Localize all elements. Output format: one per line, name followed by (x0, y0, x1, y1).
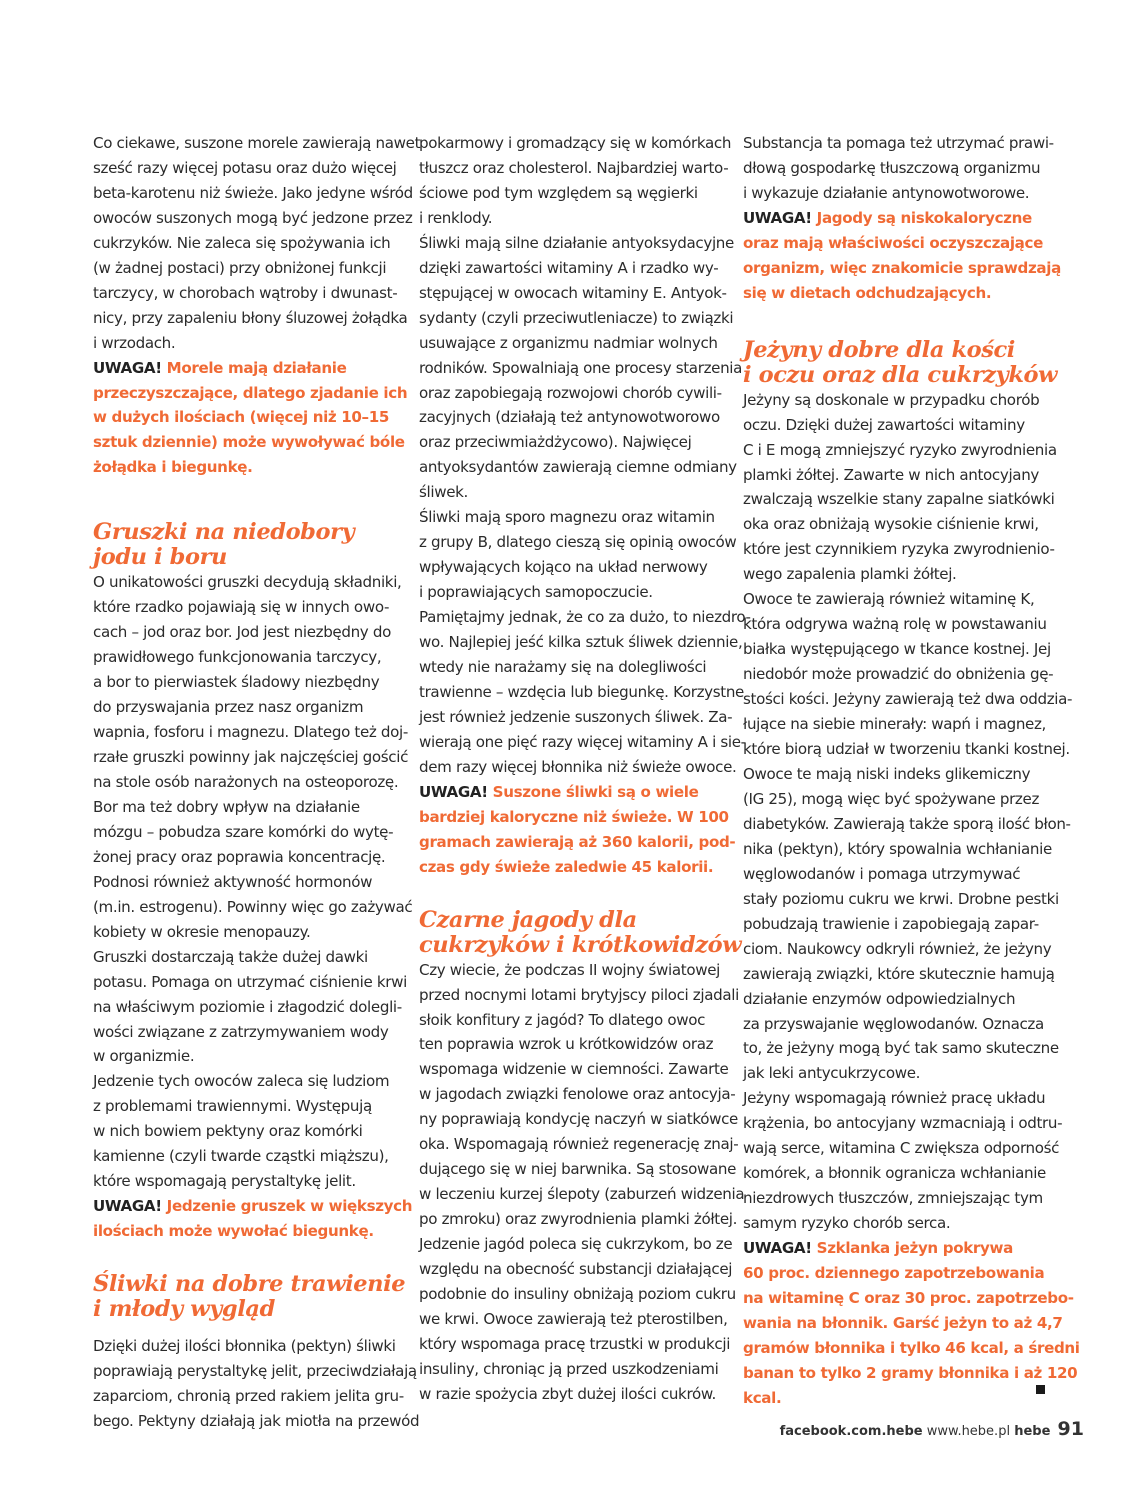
text-line: zawierają związki, które skutecznie hamują (743, 964, 1055, 983)
warning-text: Jedzenie gruszek w większych (166, 1197, 413, 1216)
text-line: ten poprawia wzrok u krótkowidzów oraz (419, 1035, 714, 1054)
text-line: to, że jeżyny mogą być tak samo skuteczne (743, 1039, 1059, 1058)
text-line: usuwające z organizmu nadmiar wolnych (419, 333, 718, 352)
brand-name: hebe (1014, 1424, 1051, 1439)
heading-line: i oczu oraz dla cukrzyków (743, 361, 1058, 388)
text-line: podobnie do insuliny obniżają poziom cukru (419, 1284, 736, 1303)
text-line: pobudzają trawienie i zapobiegają zapar- (743, 914, 1039, 933)
text-line: dującego się w niej barwnika. Są stosowane (419, 1160, 737, 1179)
text-line: i wrzodach. (93, 333, 176, 352)
facebook-link[interactable]: facebook.com.hebe (779, 1424, 923, 1439)
warning-first-line (93, 356, 403, 381)
text-line: Jeżyny wspomagają również pracę układu (743, 1089, 1046, 1108)
text-line: wtedy nie narażamy się na dolegliwości (419, 658, 707, 677)
text-line: oraz zapobiegają rozwojowi chorób cywili- (419, 383, 722, 402)
warning-label: UWAGA! (743, 208, 812, 227)
heading-line: Gruszki na niedobory (93, 519, 355, 546)
warning-label: UWAGA! (419, 782, 488, 801)
text-line: Czy wiecie, że podczas II wojny światowej (419, 960, 720, 979)
text-line: bego. Pektyny działają jak miotła na przewód (93, 1411, 420, 1430)
text-line: (IG 25), mogą więc być spożywane przez (743, 789, 1040, 808)
text-line: dłową gospodarkę tłuszczową organizmu (743, 158, 1041, 177)
text-line: wierają one pięć razy więcej witaminy A i sie- (419, 732, 746, 751)
paragraph (419, 958, 745, 1407)
text-line: prawidłowego funkcjonowania tarczycy, (93, 648, 382, 667)
text-line: Substancja ta pomaga też utrzymać prawi- (743, 134, 1054, 152)
text-line: Owoce te zawierają również witaminę K, (743, 590, 1035, 609)
end-of-article-square-icon (1036, 1385, 1045, 1394)
text-line: oka. Wspomagają również regenerację znaj- (419, 1135, 739, 1154)
warning-line: wania na błonnik. Garść jeżyn to aż 4,7 (743, 1313, 1063, 1332)
text-line: potasu. Pomaga on utrzymać ciśnienie krwi (93, 972, 407, 991)
warning-label: UWAGA! (743, 1239, 812, 1258)
text-line: Dzięki dużej ilości błonnika (pektyn) śliwki (93, 1337, 396, 1356)
paragraph (93, 1334, 420, 1434)
text-line: stępującej w owocach witaminy E. Antyok- (419, 283, 727, 302)
text-line: oraz przeciwmiażdżycowo). Najwięcej (419, 433, 692, 452)
text-line: kamienne (czyli twarde cząstki miąższu), (93, 1147, 389, 1166)
heading-line: Czarne jagody dla (419, 906, 637, 933)
warning-text: Szklanka jeżyn pokrywa (816, 1239, 1013, 1258)
warning-first-line (743, 1236, 1053, 1261)
text-line: niezdrowych tłuszczów, zmniejszając tym (743, 1189, 1043, 1208)
website-link[interactable]: www.hebe.pl (926, 1424, 1011, 1439)
text-line: pokarmowy i gromadzący się w komórkach (419, 134, 732, 152)
text-line: Pamiętajmy jednak, że co za dużo, to niezdro- (419, 608, 751, 627)
text-line: białka występującego w tkance kostnej. Jej (743, 640, 1051, 659)
text-line: Jedzenie tych owoców zaleca się ludziom (93, 1072, 390, 1091)
heading-line: Śliwki na dobre trawienie (93, 1271, 406, 1298)
heading-line: i młody wygląd (93, 1296, 275, 1323)
text-line: wości związane z zatrzymywaniem wody (93, 1022, 389, 1041)
warning-text: Suszone śliwki są o wiele (492, 782, 699, 801)
text-line: za przyswajanie węglowodanów. Oznacza (743, 1014, 1044, 1033)
warning-box-morele (93, 356, 408, 481)
warning-first-line (419, 780, 729, 805)
text-line: Bor ma też dobry wpływ na działanie (93, 797, 360, 816)
text-line: O unikatowości gruszki decydują składniki, (93, 573, 402, 592)
text-line: względu na obecność substancji działającej (419, 1260, 733, 1279)
section-heading-jagody (419, 906, 742, 958)
text-line: tłuszcz oraz cholesterol. Najbardziej warto- (419, 158, 729, 177)
text-line: zacyjnych (działają też antynowotworowo (419, 408, 720, 427)
text-line: Jedzenie jagód poleca się cukrzykom, bo ze (419, 1235, 733, 1254)
text-line: które wspomagają perystaltykę jelit. (93, 1172, 356, 1191)
warning-line: żołądka i biegunkę. (93, 458, 253, 477)
text-line: z grupy B, dlatego cieszą się opinią owoców (419, 533, 737, 552)
text-line: Śliwki mają silne działanie antyoksydacyjne (419, 233, 734, 252)
warning-line: kcal. (743, 1388, 782, 1407)
warning-line: banan to tylko 2 gramy błonnika i aż 120 (743, 1363, 1078, 1382)
text-line: zwalczają wszelkie stany zapalne siatkówki (743, 490, 1055, 509)
text-line: i wykazuje działanie antynowotworowe. (743, 183, 1030, 202)
text-line: beta-karotenu niż świeże. Jako jedyne wśród (93, 183, 413, 202)
text-line: które biorą udział w tworzeniu tkanki kostnej. (743, 740, 1070, 759)
text-line: w organizmie. (93, 1047, 195, 1066)
text-line: kobiety w okresie menopauzy. (93, 922, 311, 941)
text-line: węglowodanów i pomaga utrzymywać (743, 864, 1021, 883)
text-line: Jeżyny są doskonale w przypadku chorób (743, 390, 1040, 409)
text-line: nika (pektyn), który spowalnia wchłanianie (743, 839, 1052, 858)
paragraph (93, 131, 421, 356)
warning-line: czas gdy świeże zaledwie 45 kalorii. (419, 857, 714, 876)
warning-line: ilościach może wywołać biegunkę. (93, 1222, 374, 1241)
text-line: tarczycy, w chorobach wątroby i dwunast- (93, 283, 398, 302)
warning-line: przeczyszczające, dlatego zjadanie ich (93, 383, 408, 402)
warning-box-jagody (743, 206, 1061, 306)
text-line: nicy, przy zapaleniu błony śluzowej żołądka (93, 308, 408, 327)
text-line: i poprawiających samopoczucie. (419, 583, 653, 602)
warning-line: bardziej kaloryczne niż świeże. W 100 (419, 807, 729, 826)
text-line: owoców suszonych mogą być jedzone przez (93, 208, 413, 227)
text-line: Podnosi również aktywność hormonów (93, 872, 373, 891)
text-line: wają serce, witamina C zwiększa odporność (743, 1139, 1060, 1158)
text-line: cach – jod oraz bor. Jod jest niezbędny do (93, 623, 391, 642)
text-line: sześć razy więcej potasu oraz dużo więcej (93, 158, 397, 177)
text-line: Śliwki mają sporo magnezu oraz witamin (419, 508, 715, 527)
text-line: które jest czynnikiem ryzyka zwyrodnienio- (743, 540, 1055, 559)
text-line: (m.in. estrogenu). Powinny więc go zażywać (93, 897, 413, 916)
text-line: trawienne – wzdęcia lub biegunkę. Korzystne (419, 682, 744, 701)
warning-box-sliwki (419, 780, 736, 880)
text-line: przed nocnymi lotami brytyjscy piloci zjadali (419, 985, 739, 1004)
text-line: po zmroku) oraz zwyrodnienia plamki żółtej. (419, 1210, 738, 1229)
text-line: ny poprawiają kondycję naczyń w siatkówce (419, 1110, 738, 1129)
text-line: łujące na siebie minerały: wapń i magnez, (743, 715, 1046, 734)
paragraph (93, 570, 413, 1194)
text-line: w jagodach związki fenolowe oraz antocyja- (419, 1085, 736, 1104)
text-line: który wspomaga pracę trzustki w produkcji (419, 1334, 731, 1353)
text-line: Co ciekawe, suszone morele zawierają nawet (93, 134, 421, 152)
warning-line: gramów błonnika i tylko 46 kcal, a średni (743, 1338, 1080, 1357)
page-footer (780, 1418, 1084, 1440)
warning-line: organizm, więc znakomicie sprawdzają (743, 258, 1061, 277)
heading-line: cukrzyków i krótkowidzów (419, 931, 742, 958)
text-line: zaparciom, chronią przed rakiem jelita gru- (93, 1386, 404, 1405)
paragraph (743, 131, 1053, 206)
text-line: jak leki antycukrzycowe. (743, 1064, 921, 1083)
heading-line: jodu i boru (93, 544, 228, 571)
warning-text: Jagody są niskokaloryczne (816, 208, 1032, 227)
text-line: oczu. Dzięki dużej zawartości witaminy (743, 415, 1025, 434)
text-line: niedobór może prowadzić do obniżenia gę- (743, 665, 1054, 684)
warning-line: sztuk dziennie) może wywoływać bóle (93, 433, 405, 452)
warning-label: UWAGA! (93, 358, 162, 377)
text-line: na stole osób narażonych na osteoporozę. (93, 772, 399, 791)
warning-text: Morele mają działanie (166, 358, 347, 377)
paragraph (419, 131, 751, 780)
column-1 (93, 131, 421, 1434)
text-line: wpływających kojąco na układ nerwowy (419, 558, 708, 577)
warning-first-line (743, 206, 1053, 231)
warning-line: w dużych ilościach (więcej niż 10–15 (93, 408, 390, 427)
section-heading-sliwki (93, 1271, 406, 1323)
text-line: rzałe gruszki powinny jak najczęściej gościć (93, 748, 409, 767)
text-line: samym ryzyko chorób serca. (743, 1214, 951, 1233)
text-line: ściowe pod tym względem są węgierki (419, 183, 698, 202)
text-line: w razie spożycia zbyt dużej ilości cukrów. (419, 1384, 716, 1403)
heading-line: Jeżyny dobre dla kości (743, 336, 1015, 363)
text-line: komórek, a błonnik ogranicza wchłanianie (743, 1164, 1046, 1183)
text-line: poprawiają perystaltykę jelit, przeciwdziałają (93, 1362, 417, 1381)
text-line: wapnia, fosforu i magnezu. Dlatego też doj- (93, 723, 408, 742)
text-line: wspomaga widzenie w ciemności. Zawarte (419, 1060, 729, 1079)
text-line: stości kości. Jeżyny zawierają też dwa oddzia- (743, 690, 1073, 709)
warning-line: na witaminę C oraz 30 proc. zapotrzebo- (743, 1288, 1074, 1307)
text-line: słoik konfitury z jagód? To dlatego owoc (419, 1010, 706, 1029)
text-line: mózgu – pobudza szare komórki do wytę- (93, 822, 394, 841)
text-line: żonej pracy oraz poprawia koncentrację. (93, 847, 386, 866)
warning-box-jezyny (743, 1236, 1080, 1411)
text-line: i renklody. (419, 208, 493, 227)
text-line: sydanty (czyli przeciwutleniacze) to związki (419, 308, 734, 327)
section-heading-jezyny (743, 336, 1058, 388)
text-line: do przyswajania przez nasz organizm (93, 698, 364, 717)
text-line: antyoksydantów zawierają ciemne odmiany (419, 458, 737, 477)
text-line: a bor to pierwiastek śladowy niezbędny (93, 673, 380, 692)
text-line: która odgrywa ważną rolę w powstawaniu (743, 615, 1047, 634)
warning-first-line (93, 1194, 413, 1219)
text-line: plamki żółtej. Zawarte w nich antocyjany (743, 465, 1039, 484)
text-line: w nich bowiem pektyny oraz komórki (93, 1122, 363, 1141)
warning-line: się w dietach odchudzających. (743, 283, 992, 302)
text-line: diabetyków. Zawierają także sporą ilość błon- (743, 814, 1071, 833)
warning-line: 60 proc. dziennego zapotrzebowania (743, 1264, 1045, 1283)
text-line: cukrzyków. Nie zaleca się spożywania ich (93, 233, 391, 252)
text-line: stały poziomu cukru we krwi. Drobne pestki (743, 889, 1059, 908)
column-3 (743, 131, 1080, 1411)
text-line: działanie enzymów odpowiedzialnych (743, 989, 1016, 1008)
text-line: które rzadko pojawiają się w innych owo- (93, 598, 390, 617)
text-line: z problemami trawiennymi. Występują (93, 1097, 372, 1116)
text-line: C i E mogą zmniejszyć ryzyko zwyrodnienia (743, 440, 1057, 459)
paragraph (743, 388, 1073, 1236)
text-line: wo. Najlepiej jeść kilka sztuk śliwek dziennie, (419, 633, 743, 652)
page-number: 91 (1057, 1418, 1084, 1440)
warning-label: UWAGA! (93, 1197, 162, 1216)
text-line: dzięki zawartości witaminy A i rzadko wy- (419, 258, 719, 277)
column-2 (419, 131, 751, 1407)
warning-line: oraz mają właściwości oczyszczające (743, 233, 1043, 252)
text-line: insuliny, chroniąc ją przed uszkodzeniami (419, 1359, 719, 1378)
text-line: krążenia, bo antocyjany wzmacniają i odtru- (743, 1114, 1063, 1133)
text-line: na właściwym poziomie i złagodzić dolegli- (93, 997, 402, 1016)
text-line: w leczeniu kurzej ślepoty (zaburzeń widzenia (419, 1185, 745, 1204)
text-line: Owoce te mają niski indeks glikemiczny (743, 764, 1031, 783)
text-line: Gruszki dostarczają także dużej dawki (93, 947, 368, 966)
text-line: śliwek. (419, 483, 468, 502)
text-line: (w żadnej postaci) przy obniżonej funkcji (93, 258, 387, 277)
text-line: jest również jedzenie suszonych śliwek. Za- (419, 707, 733, 726)
text-line: oka oraz obniżają wysokie ciśnienie krwi, (743, 515, 1039, 534)
warning-line: gramach zawierają aż 360 kalorii, pod- (419, 832, 736, 851)
text-line: dem razy więcej błonnika niż świeże owoce. (419, 757, 737, 776)
warning-box-gruszki (93, 1194, 413, 1244)
text-line: rodników. Spowalniają one procesy starzenia (419, 358, 743, 377)
text-line: wego zapalenia plamki żółtej. (743, 565, 957, 584)
section-heading-gruszki (93, 520, 403, 570)
text-line: we krwi. Owoce zawierają też pterostilben, (419, 1309, 728, 1328)
text-line: ciom. Naukowcy odkryli również, że jeżyny (743, 939, 1052, 958)
